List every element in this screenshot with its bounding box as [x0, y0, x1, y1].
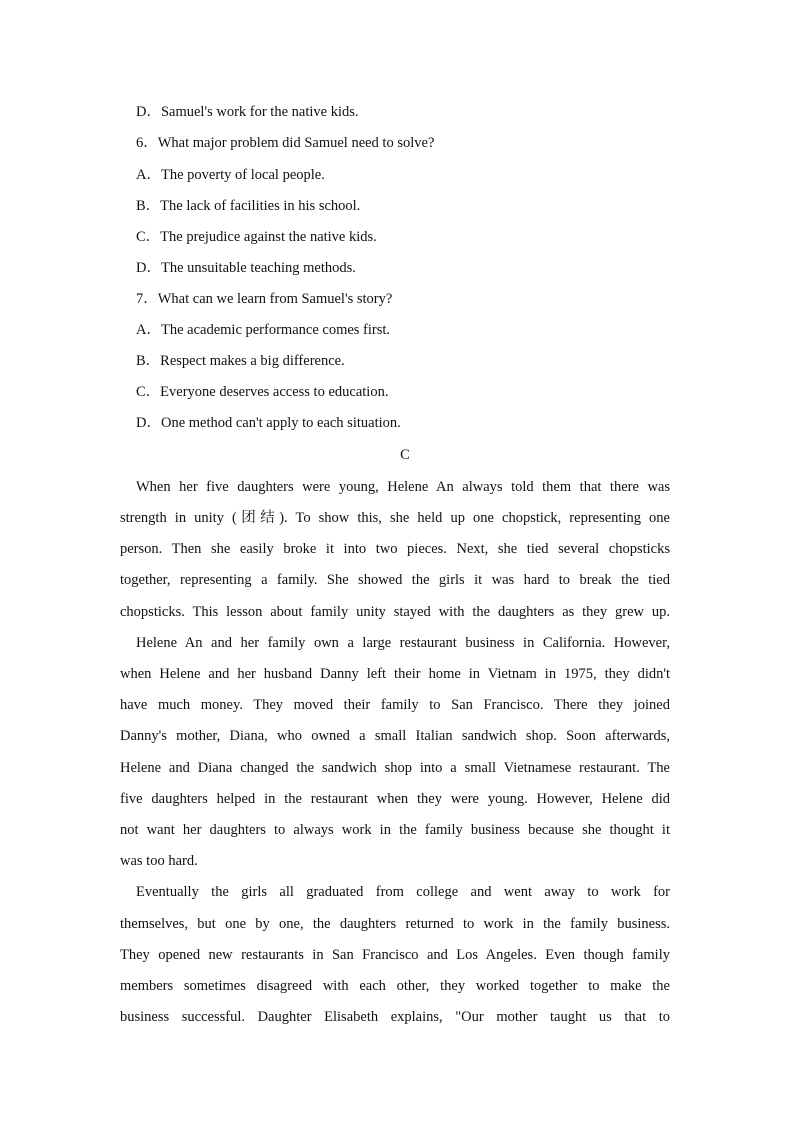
passage-line: strength in unity (团结). To show this, she held up one chopstick, representing one — [120, 510, 670, 526]
passage-line: person. Then she easily broke it into two pieces. Next, she tied several chopsticks — [120, 541, 670, 557]
passage-line: when Helene and her husband Danny left their home in Vietnam in 1975, they didn't — [120, 666, 670, 682]
passage-line: have much money. They moved their family to San Francisco. There they joined — [120, 697, 670, 713]
passage-line: business successful. Daughter Elisabeth explains, "Our mother taught us that to — [120, 1009, 670, 1025]
passage-line: themselves, but one by one, the daughters returned to work in the family business. — [120, 916, 670, 932]
q5-option-d: D．Samuel's work for the native kids. — [136, 104, 359, 120]
q6-option-a: A．The poverty of local people. — [136, 167, 325, 183]
passage-line: Danny's mother, Diana, who owned a small Italian sandwich shop. Soon afterwards, — [120, 728, 670, 744]
q7-option-c: C．Everyone deserves access to education. — [136, 384, 389, 400]
passage-heading: C — [400, 447, 410, 463]
passage-line: They opened new restaurants in San Francisco and Los Angeles. Even though family — [120, 947, 670, 963]
q7-option-b: B．Respect makes a big difference. — [136, 353, 345, 369]
passage-line: not want her daughters to always work in the family business because she thought it — [120, 822, 670, 838]
passage-line: was too hard. — [120, 853, 198, 869]
passage-line: five daughters helped in the restaurant when they were young. However, Helene did — [120, 791, 670, 807]
q7-stem: 7．What can we learn from Samuel's story? — [136, 291, 393, 307]
passage-line: chopsticks. This lesson about family unity stayed with the daughters as they grew up. — [120, 604, 670, 620]
q7-option-a: A．The academic performance comes first. — [136, 322, 391, 338]
passage-line: together, representing a family. She showed the girls it was hard to break the tied — [120, 572, 670, 588]
passage-line: members sometimes disagreed with each other, they worked together to make the — [120, 978, 670, 994]
q6-option-c: C．The prejudice against the native kids. — [136, 229, 377, 245]
q6-stem: 6．What major problem did Samuel need to solve? — [136, 135, 435, 151]
q6-option-d: D．The unsuitable teaching methods. — [136, 260, 356, 276]
q7-option-d: D．One method can't apply to each situation. — [136, 415, 401, 431]
passage-line: Helene and Diana changed the sandwich shop into a small Vietnamese restaurant. The — [120, 760, 670, 776]
passage-line: When her five daughters were young, Helene An always told them that there was — [136, 479, 670, 495]
passage-line: Eventually the girls all graduated from college and went away to work for — [136, 884, 670, 900]
passage-line: Helene An and her family own a large restaurant business in California. However, — [136, 635, 670, 651]
q6-option-b: B．The lack of facilities in his school. — [136, 198, 361, 214]
